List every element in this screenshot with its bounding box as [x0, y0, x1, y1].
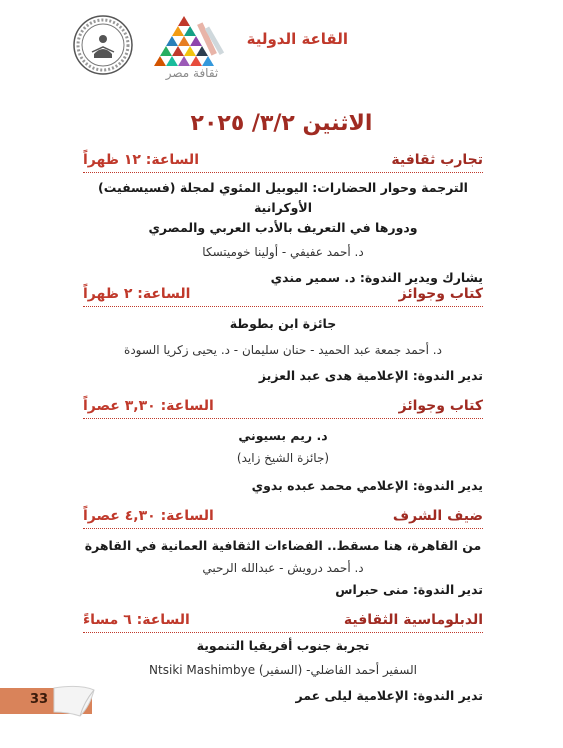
session-participants: د. أحمد جمعة عبد الحميد - حنان سليمان - د. يحيى زكريا السودة [124, 343, 442, 357]
session-title-line: د. ريم بسيوني [238, 428, 328, 443]
session-time: الساعة: ٢ ظهراً [83, 286, 191, 302]
session-header [83, 398, 483, 418]
session-2 [83, 286, 483, 386]
page-number: 33 [30, 692, 49, 707]
hall-title: القاعة الدولية [246, 30, 348, 48]
session-moderator: تدير الندوة: الإعلامية هدى عبد العزيز [258, 368, 483, 383]
session-title-line: جائزة ابن بطوطة [229, 316, 337, 331]
session-moderator: تدير الندوة: الإعلامية ليلى عمر [295, 688, 483, 703]
dotted-divider [83, 528, 483, 529]
session-title-line: ودورها في التعريف بالأدب العربي والمصري [148, 220, 418, 235]
session-category: الدبلوماسية الثقافية [343, 612, 483, 628]
dotted-divider [83, 306, 483, 307]
session-participants: السفير أحمد الفاضلي- (السفير) Ntsiki Mashimbye [149, 663, 417, 677]
session-award: (جائزة الشيخ زايد) [236, 451, 330, 465]
session-category: كتاب وجوائز [398, 286, 483, 302]
session-header [83, 612, 483, 632]
session-5 [83, 612, 483, 706]
dotted-divider [83, 418, 483, 419]
session-time: الساعة: ٦ مساءً [83, 612, 190, 628]
session-moderator: يشارك ويدير الندوة: د. سمير مندي [270, 270, 483, 285]
session-time: الساعة: ٣,٣٠ عصراً [83, 398, 214, 414]
session-1 [83, 152, 483, 288]
seal-text [72, 14, 134, 76]
session-moderator: تدير الندوة: منى حبراس [335, 582, 483, 597]
session-title-line: الترجمة وحوار الحضارات: اليوبيل المئوي لمجلة (فسيسفيت) الأوكرانية [98, 180, 468, 215]
session-category: تجارب ثقافية [391, 152, 483, 168]
logo-caption: ثقافة مصر [165, 66, 219, 80]
session-3 [83, 398, 483, 496]
session-participants: د. أحمد درويش - عبدالله الرحبي [202, 561, 364, 575]
session-participants: د. أحمد عفيفي - أولينا خوميتسكا [202, 245, 364, 259]
session-header [83, 286, 483, 306]
session-header [83, 152, 483, 172]
session-time: الساعة: ١٢ ظهراً [83, 152, 199, 168]
dotted-divider [83, 172, 483, 173]
session-4 [83, 508, 483, 600]
thaqafat-misr-logo-icon [150, 12, 230, 72]
header [0, 0, 563, 95]
session-time: الساعة: ٤,٣٠ عصراً [83, 508, 214, 524]
session-title-line: تجربة جنوب أفريقيا التنموية [196, 638, 370, 653]
session-title-line: من القاهرة، هنا مسقط.. الفضاءات الثقافية العمانية في القاهرة [84, 538, 482, 553]
session-category: ضيف الشرف [392, 508, 483, 524]
dotted-divider [83, 632, 483, 633]
session-header [83, 508, 483, 528]
date-title: الاثنين ٣/٢/ ٢٠٢٥ [190, 111, 373, 136]
page-curl-icon [50, 682, 98, 720]
session-category: كتاب وجوائز [398, 398, 483, 414]
session-moderator: يدير الندوة: الإعلامي محمد عبده بدوي [251, 478, 483, 493]
